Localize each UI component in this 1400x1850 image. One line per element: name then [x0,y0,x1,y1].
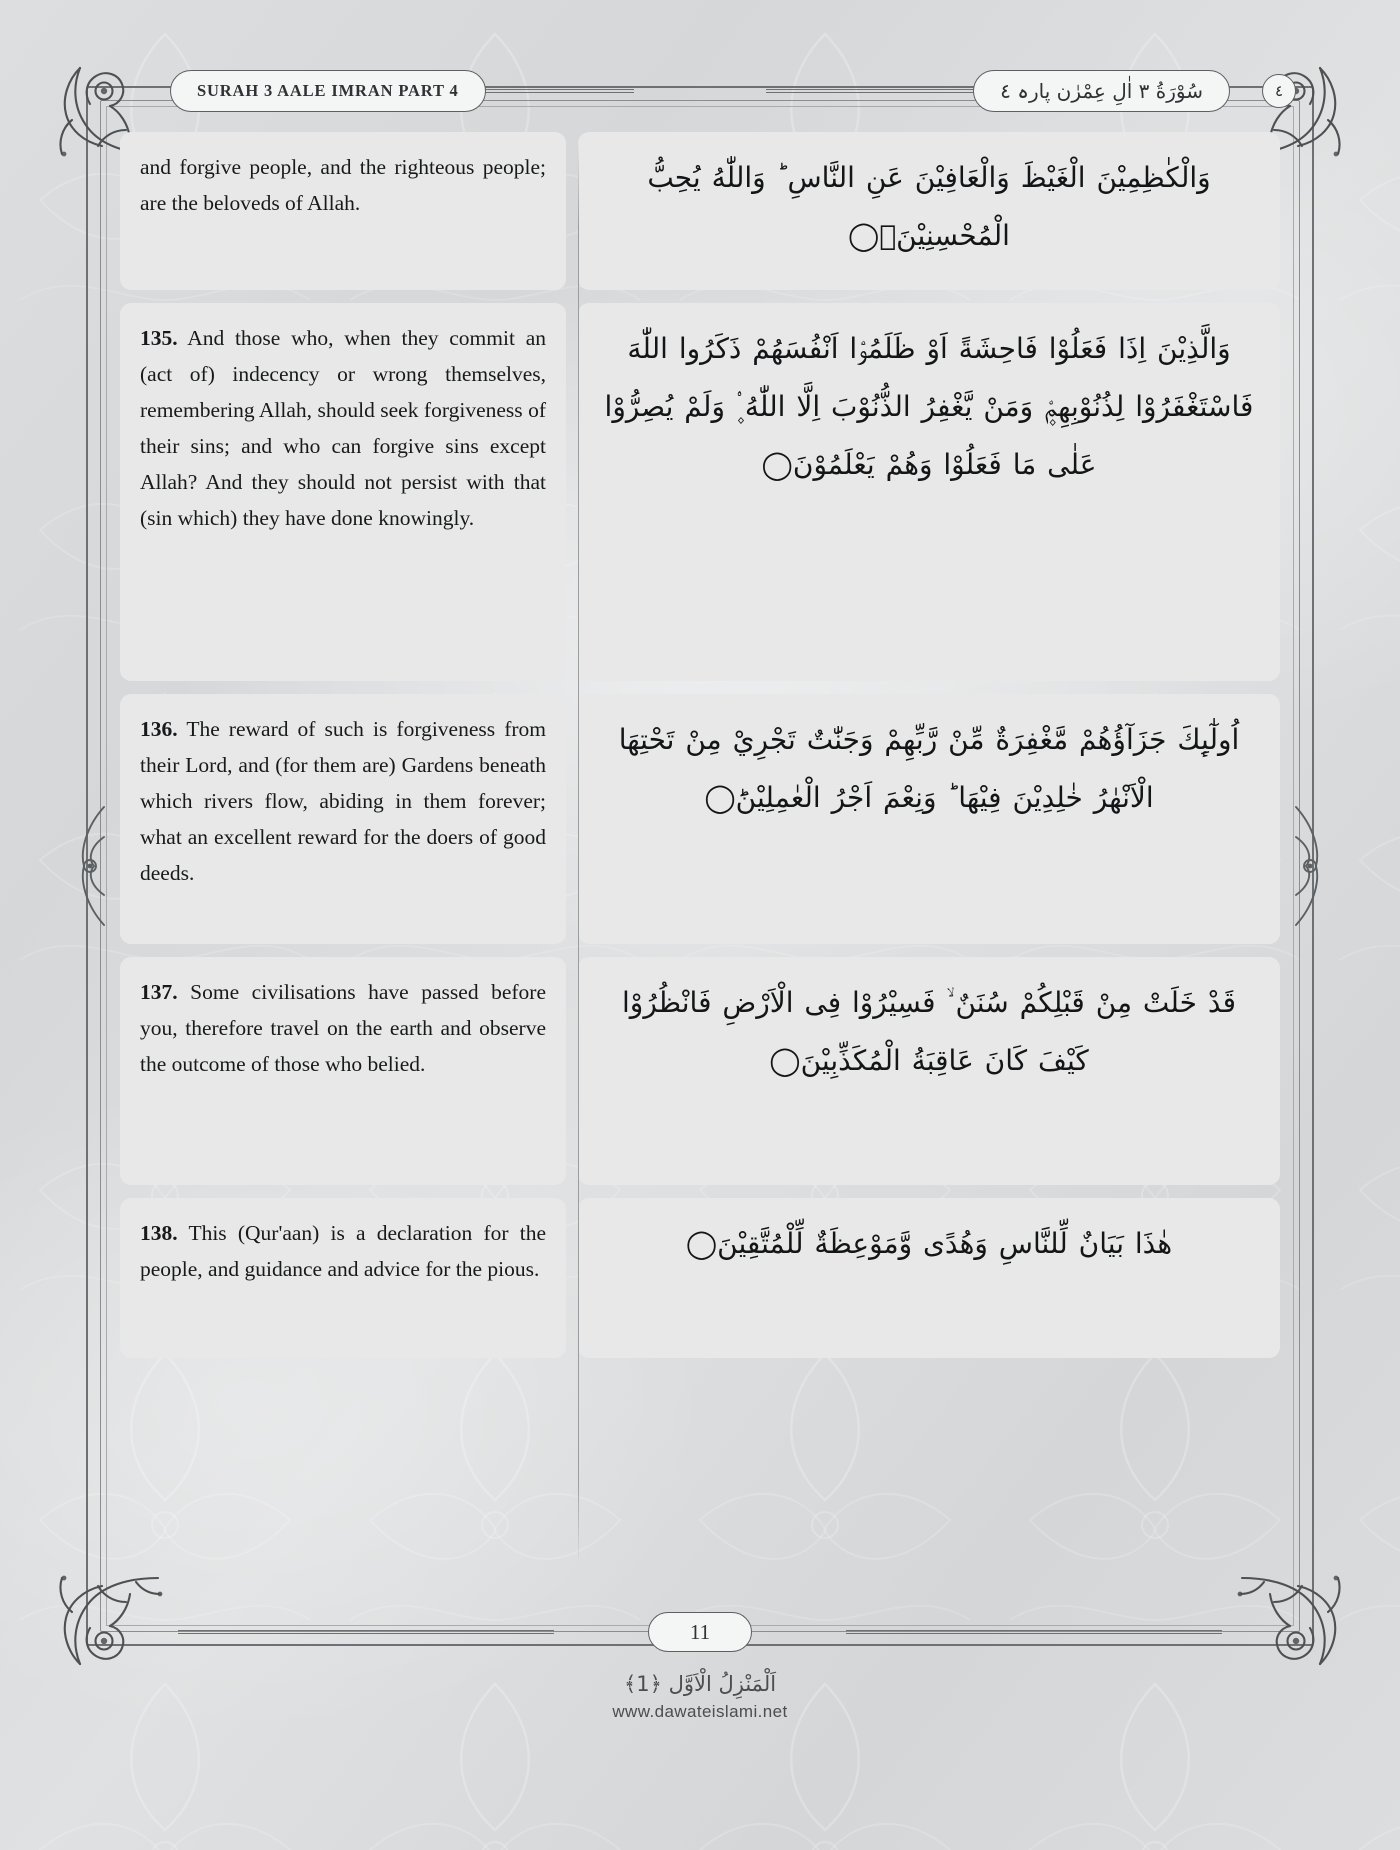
english-translation-column [120,132,566,1574]
manzil-label: اَلْمَنْزِلُ الْاَوَّل ﴿1﴾ [623,1672,777,1696]
verse-text-english [140,1215,546,1287]
verse-text-english [140,974,546,1082]
juz-badge [1262,74,1296,108]
page-number-label: 11 [689,1619,711,1644]
verse-body: and forgive people, and the righteous people; are the beloveds of Allah. [140,155,546,215]
verse-text-english [140,320,546,536]
verse-text-arabic: قَدْ خَلَتْ مِنْ قَبْلِكُمْ سُنَنٌ ۙ فَسِيْرُوْا فِى الْاَرْضِ فَانْظُرُوْا كَيْفَ كَانَ عَاقِبَةُ الْمُكَذِّبِيْنَ◯ [622,986,1236,1077]
page-header [86,70,1314,116]
decorative-frame [86,79,1314,1646]
verse-block-english [120,303,566,681]
verse-text-arabic: اُولٰٓىِٕكَ جَزَآؤُهُمْ مَّغْفِرَةٌ مِّنْ رَّبِّهِمْ وَجَنّٰتٌ تَجْرِيْ مِنْ تَحْتِهَا الْاَنْهٰرُ خٰلِدِيْنَ فِيْهَا ؕ وَنِعْمَ اَجْرُ الْعٰمِلِيْنَؕ◯ [618,723,1240,814]
footer-credits [0,1672,1400,1722]
verse-block-arabic [578,694,1280,944]
verse-block-arabic [578,303,1280,681]
verse-body: Some civilisations have passed before you, therefore travel on the earth and observe the outcome of those who belied. [140,980,547,1076]
column-divider [578,140,579,1566]
verse-text-english [140,149,546,221]
verse-body: This (Qur'aan) is a declaration for the people, and guidance and advice for the pious. [140,1221,546,1281]
verse-block-arabic [578,957,1280,1185]
verse-body: The reward of such is forgiveness from their Lord, and (for them are) Gardens beneath which rivers flow, abiding in them forever; what an excellent reward for the doers of good deeds. [140,717,546,885]
website-url[interactable]: www.dawateislami.net [612,1702,788,1721]
verse-text-arabic: وَالْكٰظِمِيْنَ الْغَيْظَ وَالْعَافِيْنَ عَنِ النَّاسِ ؕ وَاللّٰهُ يُحِبُّ الْمُحْسِنِيْنَۚ◯ [647,161,1211,252]
verse-block-arabic [578,1198,1280,1358]
surah-title-banner-english [170,70,486,112]
verse-block-arabic [578,132,1280,290]
surah-title-english: SURAH 3 AALE IMRAN PART 4 [197,81,459,100]
page-content [120,132,1280,1574]
verse-number: 138. [140,1221,178,1245]
verse-number: 137. [140,980,178,1004]
page-number-badge [648,1612,752,1652]
footer-rule-left [178,1630,554,1634]
verse-text-arabic: هٰذَا بَيَانٌ لِّلنَّاسِ وَهُدًى وَّمَوْعِظَةٌ لِّلْمُتَّقِيْنَ◯ [685,1227,1173,1260]
verse-block-english [120,132,566,290]
verse-text-english [140,711,546,891]
juz-badge-label: ٤ [1274,82,1284,100]
verse-block-english [120,694,566,944]
verse-number: 136. [140,717,178,741]
verse-number: 135. [140,326,178,350]
verse-text-arabic: وَالَّذِيْنَ اِذَا فَعَلُوْا فَاحِشَةً اَوْ ظَلَمُوْۤا اَنْفُسَهُمْ ذَكَرُوا اللّٰهَ فَاسْتَغْفَرُوْا لِذُنُوْبِهِمْ۪ وَمَنْ يَّغْفِرُ الذُّنُوْبَ اِلَّا اللّٰهُ ۪۟ وَلَمْ يُصِرُّوْا عَلٰى مَا فَعَلُوْا وَهُمْ يَعْلَمُوْنَ◯ [604,332,1254,481]
surah-title-arabic: سُوْرَةُ ٣ اٰلِ عِمْرٰن پارہ ٤ [1000,79,1203,103]
verse-block-english [120,957,566,1185]
verse-block-english [120,1198,566,1358]
arabic-text-column [578,132,1280,1574]
surah-title-banner-arabic [973,70,1230,112]
page-footer [86,1612,1314,1668]
footer-rule-right [846,1630,1222,1634]
verse-body: And those who, when they commit an (act of) indecency or wrong themselves, remembering Allah, should seek forgiveness of their sins; and who can forgive sins except Allah? And they should not persist with that (sin which) they have done knowingly. [140,326,546,530]
